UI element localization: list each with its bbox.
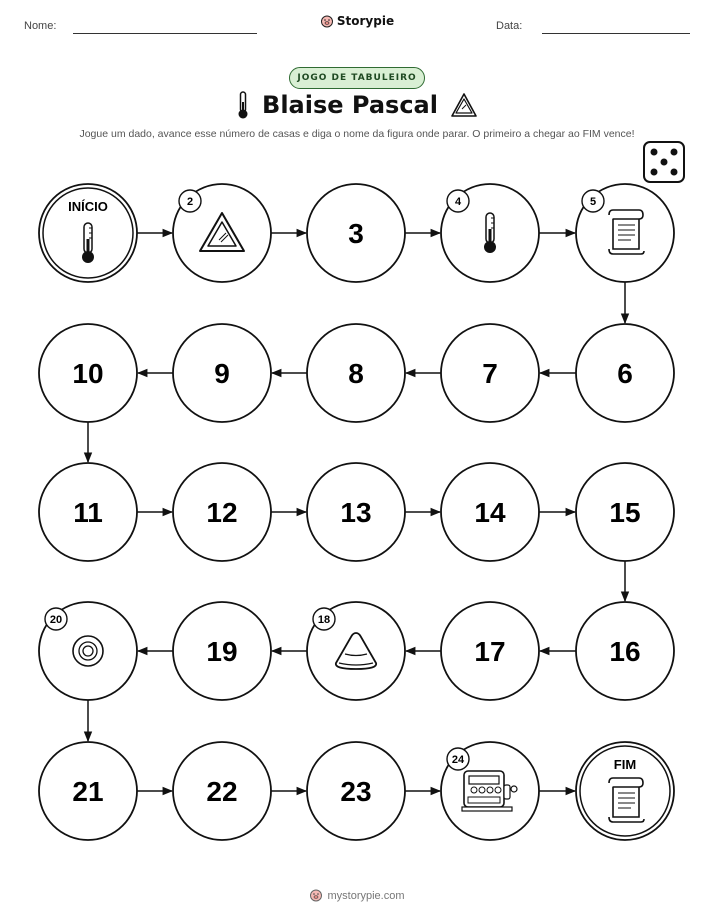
cell-number: 17 bbox=[474, 636, 506, 667]
cell-number: 13 bbox=[340, 497, 372, 528]
cell-number-badge: 20 bbox=[49, 614, 63, 626]
cell-number: 21 bbox=[72, 776, 104, 807]
board-cell-5 bbox=[576, 184, 674, 282]
board-cell-16 bbox=[576, 602, 674, 700]
start-label: INÍCIO bbox=[68, 199, 108, 214]
board-cell-4 bbox=[441, 184, 539, 282]
scroll-icon bbox=[609, 210, 644, 254]
board-cell-18 bbox=[307, 602, 405, 700]
board-cell-10 bbox=[39, 324, 137, 422]
cell-number-badge: 24 bbox=[451, 754, 465, 766]
board-cell-25 bbox=[576, 742, 674, 840]
board-cells bbox=[39, 184, 674, 840]
scroll-icon bbox=[609, 778, 644, 822]
board-cell-24 bbox=[441, 742, 539, 840]
cell-number: 3 bbox=[348, 218, 364, 249]
cell-number: 8 bbox=[348, 358, 364, 389]
board-cell-8 bbox=[307, 324, 405, 422]
board-cell-1 bbox=[39, 184, 137, 282]
title-text: Blaise Pascal bbox=[262, 91, 438, 119]
cell-number: 19 bbox=[206, 636, 238, 667]
cell-number: 6 bbox=[617, 358, 633, 389]
board-cell-9 bbox=[173, 324, 271, 422]
end-label: FIM bbox=[613, 757, 637, 772]
board-cell-22 bbox=[173, 742, 271, 840]
dice-icon bbox=[644, 142, 684, 182]
cell-number: 7 bbox=[482, 358, 498, 389]
board-cell-3 bbox=[307, 184, 405, 282]
board-cell-14 bbox=[441, 463, 539, 561]
board-cell-12 bbox=[173, 463, 271, 561]
board-cell-2 bbox=[173, 184, 271, 282]
cell-number: 23 bbox=[340, 776, 372, 807]
board-cell-20 bbox=[39, 602, 137, 700]
board-cell-11 bbox=[39, 463, 137, 561]
brand-name: Storypie bbox=[336, 14, 395, 28]
thermometer-icon bbox=[484, 213, 496, 253]
thermometer-icon bbox=[82, 223, 94, 263]
game-type-badge: JOGO DE TABULEIRO bbox=[289, 67, 425, 89]
cell-number-badge: 2 bbox=[186, 196, 194, 208]
gear-icon bbox=[73, 636, 103, 666]
board-cell-13 bbox=[307, 463, 405, 561]
cell-number: 16 bbox=[609, 636, 641, 667]
cell-number: 11 bbox=[73, 497, 103, 528]
cell-number-badge: 5 bbox=[589, 196, 597, 208]
cell-number: 9 bbox=[214, 358, 230, 389]
footer bbox=[0, 888, 714, 902]
cell-number-badge: 4 bbox=[454, 196, 462, 208]
board-cell-23 bbox=[307, 742, 405, 840]
board-cell-21 bbox=[39, 742, 137, 840]
pig-mascot-icon bbox=[309, 888, 323, 902]
board-cell-19 bbox=[173, 602, 271, 700]
cell-number-badge: 18 bbox=[317, 614, 331, 626]
name-label: Nome: bbox=[24, 20, 57, 32]
instructions: Jogue um dado, avance esse número de casas e diga o nome da figura onde parar. O primeiro a chegar ao FIM vence! bbox=[79, 128, 635, 140]
cell-number: 22 bbox=[206, 776, 238, 807]
date-label: Data: bbox=[496, 20, 523, 32]
cell-number: 12 bbox=[206, 497, 238, 528]
board-cell-15 bbox=[576, 463, 674, 561]
cell-number: 14 bbox=[474, 497, 506, 528]
board-cell-7 bbox=[441, 324, 539, 422]
cell-number: 10 bbox=[72, 358, 104, 389]
footer-url: mystorypie.com bbox=[327, 890, 405, 902]
cell-number: 15 bbox=[609, 497, 641, 528]
board-cell-17 bbox=[441, 602, 539, 700]
board-cell-6 bbox=[576, 324, 674, 422]
